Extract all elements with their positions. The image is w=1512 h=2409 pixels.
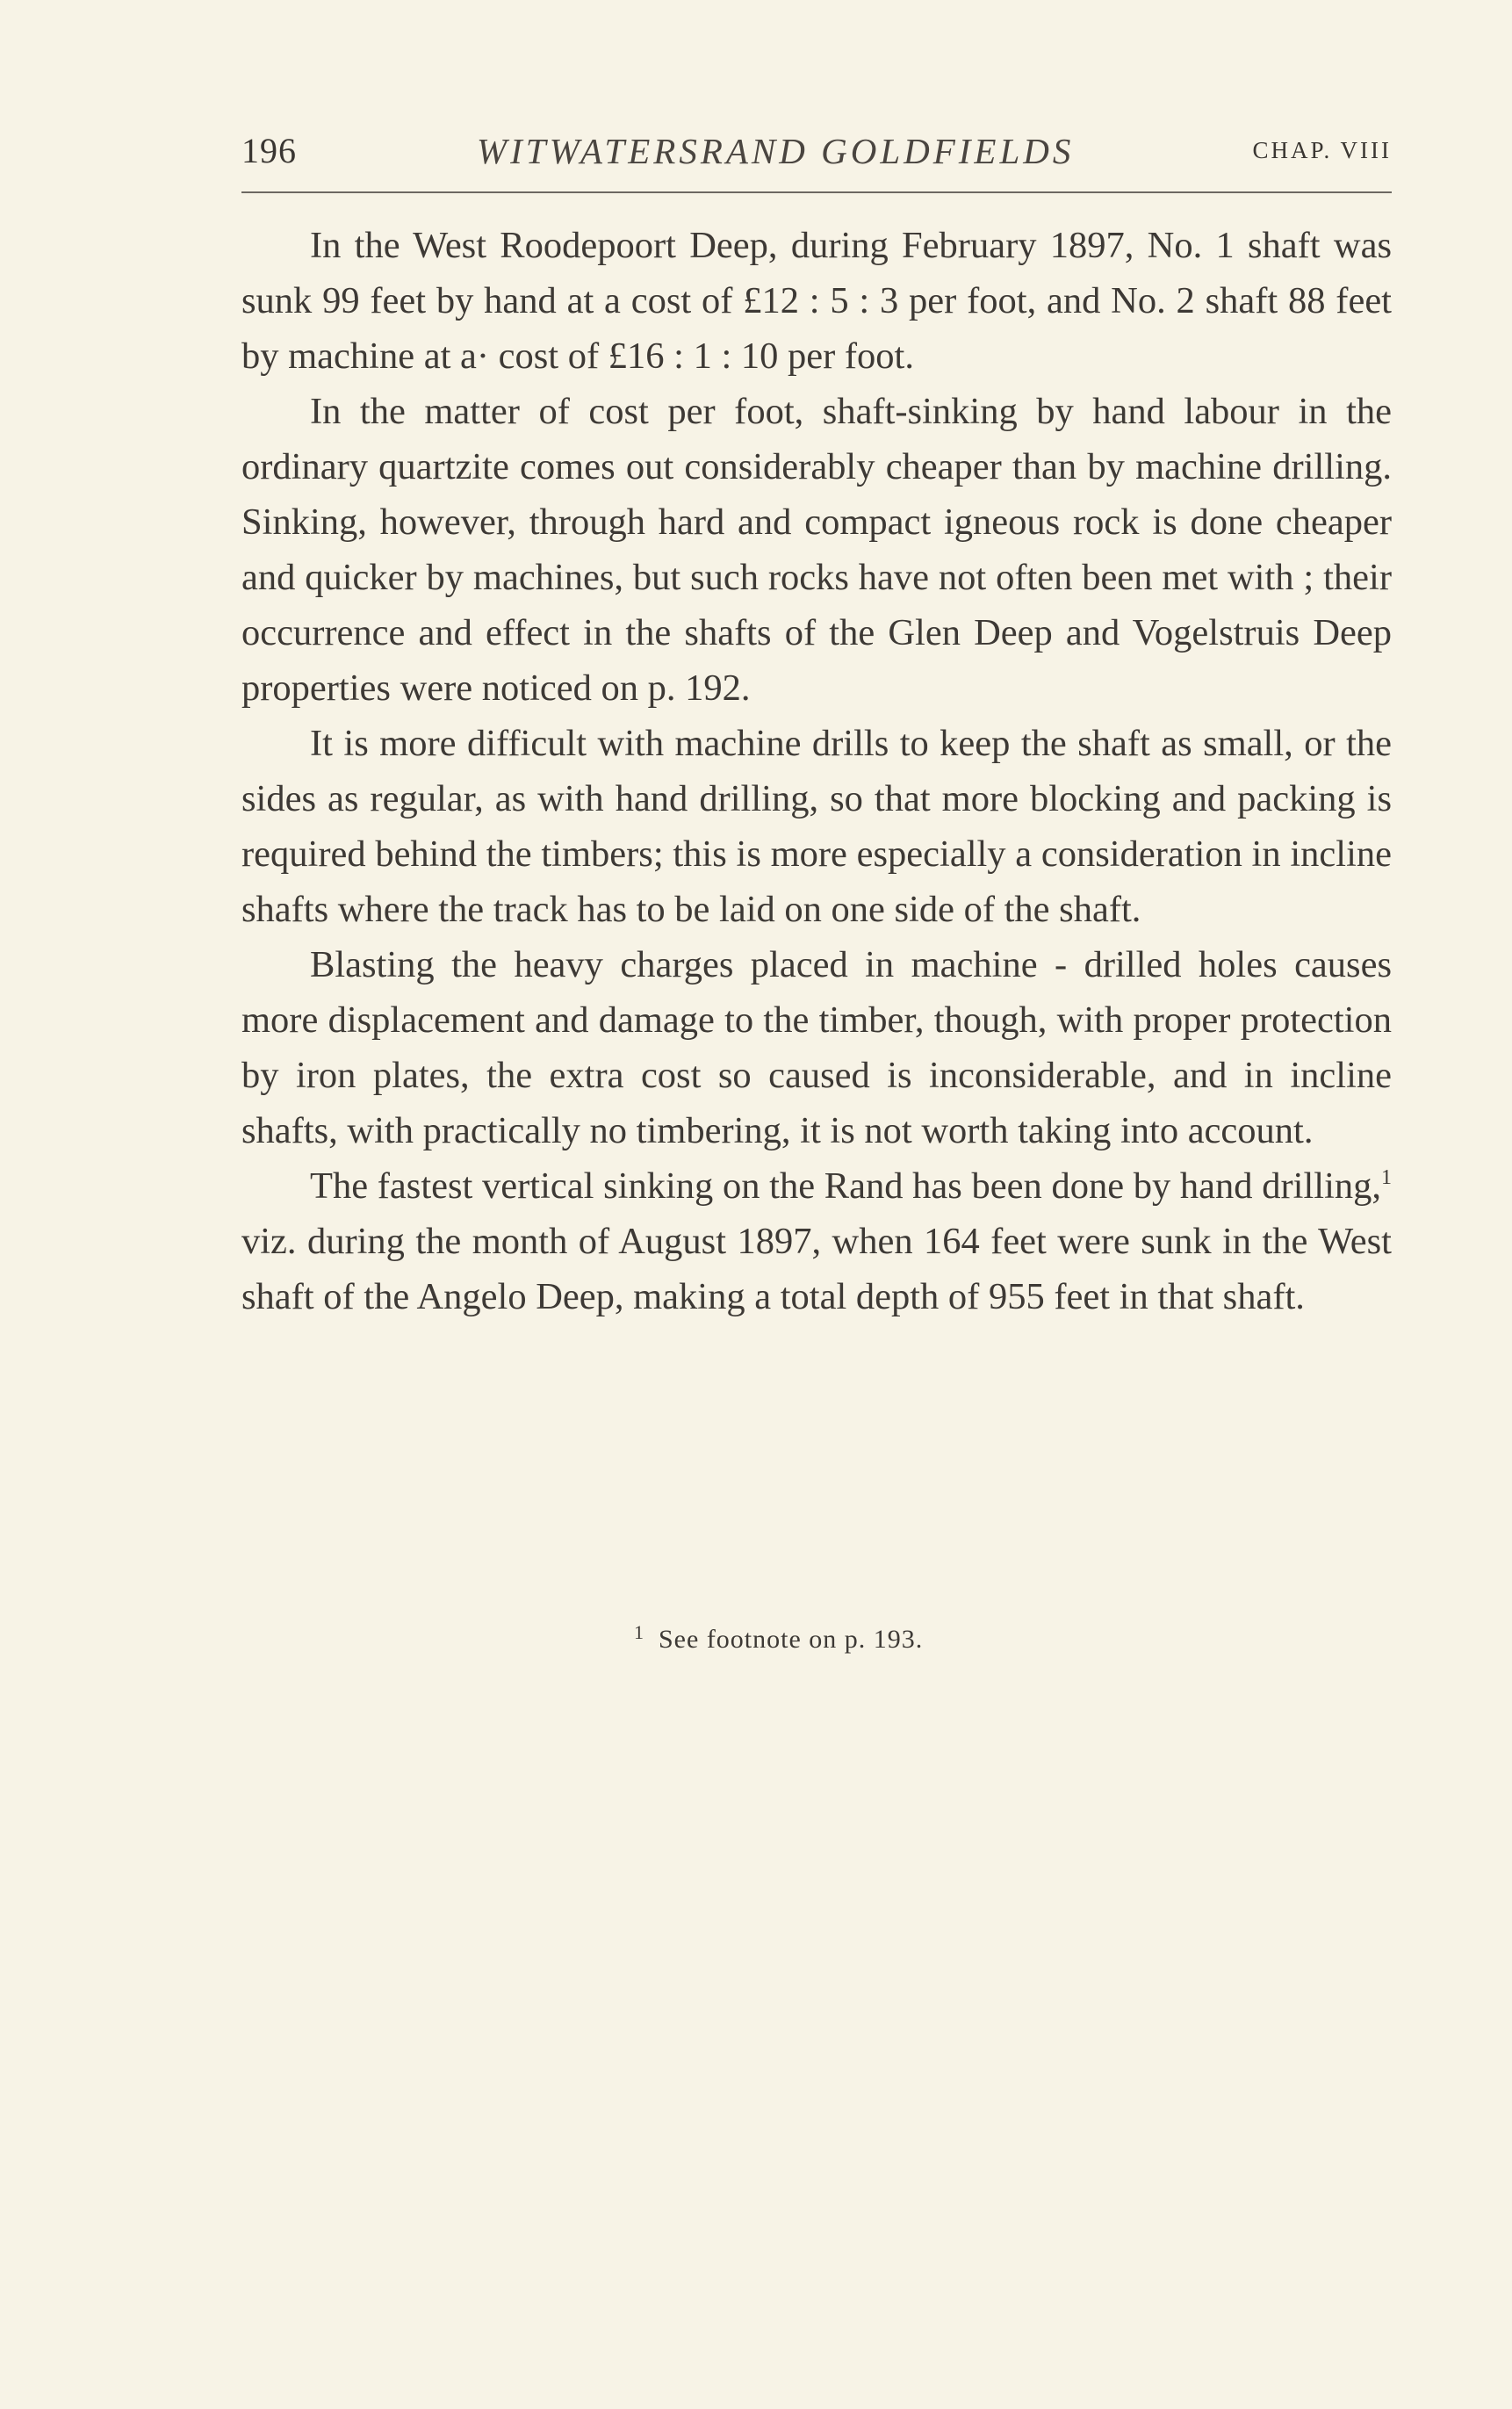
paragraph: It is more difficult with machine drills to keep the shaft as small, or the sides as regular, as with hand drilling, so that more blocking and packing is required behind the timbers; this is more especially a consideration in incline shafts where the track has to be laid on one side of the shaft.	[241, 723, 1392, 930]
paragraph-text-start: The fastest vertical sinking on the Rand has been done by hand drilling,	[310, 1165, 1381, 1207]
page-number: 196	[241, 131, 297, 170]
footnote	[634, 1621, 923, 1655]
footnote-reference[interactable]: 1	[1381, 1166, 1392, 1189]
footnote-marker: 1	[634, 1621, 644, 1643]
paragraph: In the West Roodepoort Deep, during February 1897, No. 1 shaft was sunk 99 feet by hand at a cost of £12 : 5 : 3 per foot, and No. 2 shaft 88 feet by machine at a· cost of £16 : 1 : 10 per foot.	[241, 225, 1392, 377]
paragraph	[241, 1158, 1392, 1324]
running-title: WITWATERSRAND GOLDFIELDS	[477, 131, 1075, 171]
body-text	[241, 218, 1392, 1324]
paragraph: Blasting the heavy charges placed in machine - drilled holes causes more displacement and damage to the timber, though, with proper protection by iron plates, the extra cost so caused is inconsiderable, and in incline shafts, with practically no timbering, it is not worth taking into account.	[241, 944, 1392, 1151]
paragraph: In the matter of cost per foot, shaft-sinking by hand labour in the ordinary quartzite comes out considerably cheaper than by machine drilling. Sinking, however, through hard and compact igneous rock is done cheaper and quicker by machines, but such rocks have not often been met with ; their occurrence and effect in the shafts of the Glen Deep and Vogelstruis Deep properties were noticed on p. 192.	[241, 391, 1392, 709]
header-rule	[241, 191, 1392, 193]
running-header	[241, 130, 1392, 183]
footnote-text: See footnote on p. 193.	[659, 1625, 924, 1654]
chapter-label: CHAP. VIII	[1252, 137, 1392, 163]
paragraph-text-end: viz. during the month of August 1897, when 164 feet were sunk in the West shaft of the Angelo Deep, making a total depth of 955 feet in that shaft.	[241, 1221, 1392, 1317]
